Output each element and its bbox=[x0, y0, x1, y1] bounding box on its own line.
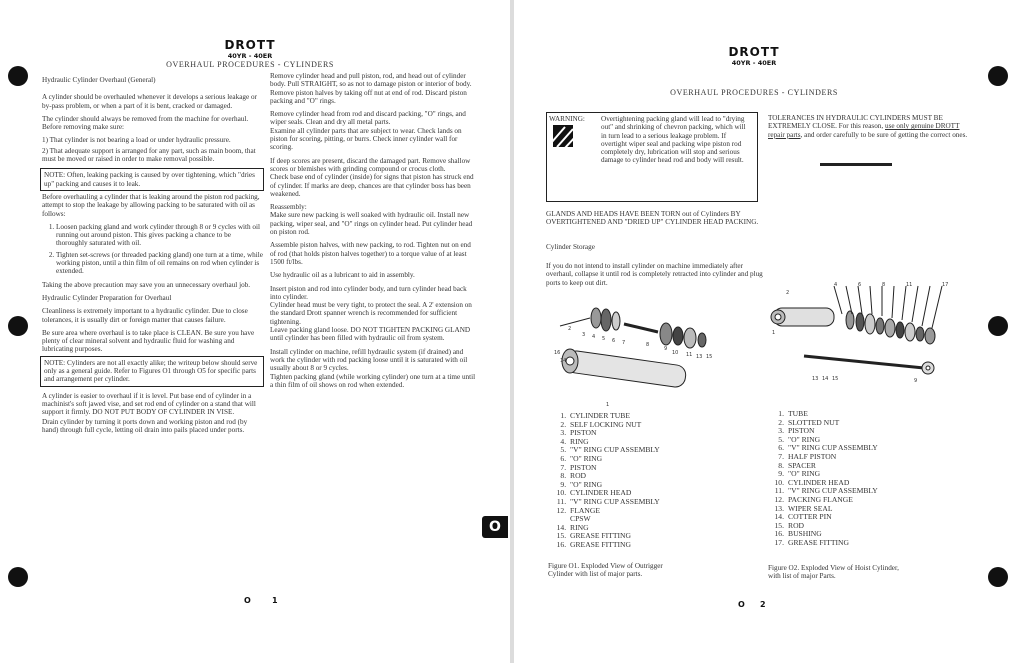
page-header bbox=[150, 38, 350, 69]
svg-text:9: 9 bbox=[914, 378, 918, 384]
item-number: 11. bbox=[774, 486, 784, 496]
list-item: 6. "O" RING bbox=[568, 455, 758, 464]
paragraph: Use hydraulic oil as a lubricant to aid in assembly. bbox=[270, 271, 415, 280]
item-label: HALF PISTON bbox=[788, 451, 837, 461]
outrigger-cylinder-diagram bbox=[546, 296, 726, 408]
list-item: 5. "V" RING CUP ASSEMBLY bbox=[568, 446, 758, 455]
section-title: OVERHAUL PROCEDURES - CYLINDERS bbox=[166, 60, 334, 69]
list-item: 2. SELF LOCKING NUT bbox=[568, 421, 758, 430]
paragraph: If deep scores are present, discard the damaged part. Remove shallow scores or blemishes with grinding compound or crocus cloth. bbox=[270, 156, 471, 173]
item-number: 8. bbox=[778, 460, 784, 470]
svg-text:10: 10 bbox=[672, 350, 679, 356]
page-header bbox=[654, 45, 854, 67]
svg-text:6: 6 bbox=[858, 282, 862, 288]
item-label: "O" RING bbox=[788, 469, 821, 479]
left-page bbox=[0, 0, 510, 663]
svg-text:17: 17 bbox=[942, 282, 949, 288]
svg-text:9: 9 bbox=[664, 346, 668, 352]
svg-text:6: 6 bbox=[612, 338, 616, 344]
tolerances-end: , and order carefully to be sure of getting the correct ones. bbox=[800, 130, 968, 139]
storage-text: If you do not intend to install cylinder on machine immediately after overhaul, collapse it until rod is completely retracted into cylinder and plug ports to keep out dirt. bbox=[546, 262, 763, 287]
brand-logo: DROTT bbox=[728, 45, 780, 59]
list-item: 2. Tighten set-screws (or threaded packing gland) one turn at a time, while working piston, until a thin film of oil remains on rod when cylinder is extended. bbox=[56, 251, 264, 276]
item-label: PACKING FLANGE bbox=[788, 494, 853, 504]
svg-text:15: 15 bbox=[832, 376, 839, 382]
paragraph: Drain cylinder by turning it ports down and working piston and rod (by hand) through full cycle, letting oil drain into pails placed under ports. bbox=[42, 417, 248, 434]
heading-overhaul-general: Hydraulic Cylinder Overhaul (General) bbox=[42, 76, 156, 84]
item-number: 13. bbox=[774, 503, 784, 513]
list-item: 14. RING bbox=[568, 524, 758, 533]
svg-text:13: 13 bbox=[696, 354, 703, 360]
paragraph: Tighten packing gland (while working cylinder) one turn at a time until a thin film of oil shows on rod when extended. bbox=[270, 372, 476, 389]
page-number: 1 bbox=[272, 596, 278, 605]
paragraph: A cylinder should be overhauled whenever it develops a serious leakage or by-pass problem, or when a part of it is bent, cracked or damaged. bbox=[42, 93, 257, 110]
paragraph: Check base end of cylinder (inside) for signs that piston has struck end of cylinder. If marks are deep, chances are that cylinder boss has been weakened. bbox=[270, 173, 474, 198]
item-label: SPACER bbox=[788, 460, 817, 470]
heading-preparation: Hydraulic Cylinder Preparation for Overhaul bbox=[42, 293, 172, 302]
paragraph: Remove piston halves by taking off nut at end of rod. Discard piston packing and "O" rings. bbox=[270, 88, 467, 105]
item-number: 3. bbox=[778, 426, 784, 436]
section-tab: O bbox=[482, 516, 508, 538]
section-title: OVERHAUL PROCEDURES - CYLINDERS bbox=[670, 88, 838, 97]
item-label: BUSHING bbox=[788, 529, 822, 539]
warning-text: Overtightening packing gland will lead to "drying out" and shrinking of chevron packing, which will in turn lead to a serious leakage problem. If overtight wiper seal and packing wipe piston rod completely dry, lubrication will stop and serious damage to cylinder head rod and body will result. bbox=[601, 115, 746, 165]
svg-text:5: 5 bbox=[602, 336, 606, 342]
hoist-parts-list bbox=[766, 410, 966, 548]
item-number: 6. bbox=[778, 443, 784, 453]
list-item: 15. GREASE FITTING bbox=[568, 532, 758, 541]
paragraph: Cylinder head must be very tight, to protect the seal. A 2' extension on the standard Drott spanner wrench is recommended for sufficient tightening. bbox=[270, 301, 472, 326]
paragraph: Make sure new packing is well soaked with hydraulic oil. Install new packing, wiper seal, and "O" rings on cylinder head. Put cylinder head on piston rod. bbox=[270, 211, 473, 237]
note-box: NOTE: Often, leaking packing is caused by over tightening, which "dries up" packing and causes it to leak. bbox=[40, 168, 264, 191]
warning-icon bbox=[553, 125, 573, 147]
item-number: 15. bbox=[774, 520, 784, 530]
item-label: ROD bbox=[788, 520, 805, 530]
divider-rule bbox=[820, 163, 892, 166]
left-column-2 bbox=[270, 72, 476, 394]
paragraph: A cylinder is easier to overhaul if it is level. Put base end of cylinder in a machinist's soft jawed vise, and set rod end of cylinder on a stand that will support it firmly. DO NOT PUT BODY OF CYLINDER IN VISE. bbox=[42, 391, 256, 417]
binder-hole-top bbox=[988, 66, 1008, 86]
svg-text:4: 4 bbox=[834, 282, 838, 288]
binder-hole-bottom bbox=[988, 567, 1008, 587]
item-label: PISTON bbox=[788, 426, 815, 436]
item-label: "O" RING bbox=[788, 434, 821, 444]
item-number: 17. bbox=[774, 537, 784, 547]
binder-hole-bottom bbox=[8, 567, 28, 587]
svg-text:2: 2 bbox=[568, 326, 572, 332]
page-number: 2 bbox=[760, 600, 766, 609]
item-label: TUBE bbox=[788, 409, 808, 418]
outrigger-parts-list bbox=[544, 412, 758, 550]
paragraph: Assemble piston halves, with new packing, to rod. Tighten nut on end of rod (that holds piston halves together) to a torque value of at least 1500 ft/lbs. bbox=[270, 241, 471, 266]
list-item: 7. PISTON bbox=[568, 464, 758, 473]
model-number: 40YR - 40ER bbox=[731, 59, 777, 67]
list-item: 11. "V" RING CUP ASSEMBLY bbox=[568, 498, 758, 507]
item-number: 9. bbox=[778, 469, 784, 479]
svg-text:11: 11 bbox=[686, 352, 693, 358]
tolerances-text: TOLERANCES IN HYDRAULIC CYLINDERS MUST BE EXTREMELY CLOSE. For this reason, bbox=[768, 114, 943, 131]
item-label: WIPER SEAL bbox=[788, 503, 833, 513]
svg-text:7: 7 bbox=[622, 340, 626, 346]
paragraph: Examine all cylinder parts that are subject to wear. Check lands on piston for scoring, pitting, or burrs. Check inner cylinder wall for scoring. bbox=[270, 126, 462, 152]
list-item: 1. CYLINDER TUBE bbox=[568, 412, 758, 421]
list-item: CPSW bbox=[570, 514, 591, 524]
list-item: 1. Loosen packing gland and work cylinder through 8 or 9 cycles with oil running out around piston. This gives packing a chance to be thoroughly saturated with oil. bbox=[56, 223, 264, 248]
list-item: 3. PISTON bbox=[568, 429, 758, 438]
item-number: 1. bbox=[778, 409, 784, 418]
paragraph: Be sure area where overhaul is to take place is CLEAN. Be sure you have plenty of clear mineral solvent and hydraulic fluid for washing and lubricating purposes. bbox=[42, 328, 255, 354]
paragraph: The cylinder should always be removed from the machine for overhaul. Before removing make sure: bbox=[42, 114, 249, 132]
svg-text:11: 11 bbox=[906, 282, 913, 288]
paragraph: Remove cylinder head and pull piston, rod, and head out of cylinder body. Pull STRAIGHT, so as not to damage piston or interior of body. bbox=[270, 72, 472, 89]
item-number: 12. bbox=[774, 494, 784, 504]
item-number: 2. bbox=[778, 417, 784, 427]
list-item: 9. "O" RING bbox=[568, 481, 758, 490]
figure-caption-o2: Figure O2. Exploded View of Hoist Cylinder, with list of major Parts. bbox=[768, 564, 899, 581]
condition-item: 1) That cylinder is not bearing a load or under hydraulic pressure. bbox=[42, 136, 231, 145]
right-page bbox=[514, 0, 1024, 663]
paragraph: Install cylinder on machine, refill hydraulic system (if drained) and work the cylinder with rod packing loose until it is saturated with oil usually about 8 or 9 cycles. bbox=[270, 347, 468, 373]
list-item: 12. FLANGE bbox=[568, 507, 758, 516]
note-box: NOTE: Cylinders are not all exactly alike; the writeup below should serve only as a general guide. Refer to Figures O1 through O5 for specific parts and arrangement per cylinder. bbox=[40, 356, 264, 387]
condition-item: 2) That adequate support is arranged for any part, such as main boom, that must be moved or raised in order to make removal possible. bbox=[42, 146, 256, 164]
svg-text:3: 3 bbox=[582, 332, 586, 338]
svg-text:1: 1 bbox=[606, 402, 610, 408]
paragraph: Cleanliness is extremely important to a hydraulic cylinder. Due to close tolerances, it is usually dirt or foreign matter that causes failure. bbox=[42, 307, 248, 324]
item-number: 5. bbox=[778, 434, 784, 444]
paragraph: Taking the above precaution may save you an unnecessary overhaul job. bbox=[42, 280, 251, 289]
paragraph: Insert piston and rod into cylinder body, and turn cylinder head back into cylinder. bbox=[270, 284, 467, 301]
svg-text:14: 14 bbox=[822, 376, 829, 382]
item-number: 10. bbox=[774, 477, 784, 487]
item-label: COTTER PIN bbox=[788, 512, 832, 522]
glands-warning: GLANDS AND HEADS HAVE BEEN TORN out of Cylinders BY OVERTIGHTENED AND "DRIED UP" CYLINDER HEAD PACKING. bbox=[546, 210, 759, 227]
heading-reassembly: Reassembly: bbox=[270, 203, 307, 212]
item-label: GREASE FITTING bbox=[788, 537, 849, 547]
page-letter: O bbox=[244, 596, 251, 605]
item-label: CYLINDER HEAD bbox=[788, 477, 850, 487]
binder-hole-top bbox=[8, 66, 28, 86]
list-item: 16. GREASE FITTING bbox=[568, 541, 758, 550]
item-label: "V" RING CUP ASSEMBLY bbox=[788, 486, 878, 496]
paragraph: Remove cylinder head from rod and discard packing, "O" rings, and wiper seals. Clean and dry all metal parts. bbox=[270, 110, 466, 127]
svg-text:1: 1 bbox=[772, 330, 776, 336]
svg-text:4: 4 bbox=[592, 334, 596, 340]
list-item bbox=[766, 539, 966, 548]
item-number: 16. bbox=[774, 529, 784, 539]
paragraph: Leave packing gland loose. DO NOT TIGHTEN PACKING GLAND until cylinder has been filled with hydraulic oil from system. bbox=[270, 326, 471, 343]
tolerances-note bbox=[768, 114, 973, 139]
svg-text:16: 16 bbox=[554, 350, 561, 356]
svg-text:15: 15 bbox=[706, 354, 713, 360]
binder-hole-middle bbox=[988, 316, 1008, 336]
warning-box bbox=[546, 112, 758, 202]
item-label: "V" RING CUP ASSEMBLY bbox=[788, 443, 878, 453]
item-label: SLOTTED NUT bbox=[788, 417, 840, 427]
binder-hole-middle bbox=[8, 316, 28, 336]
item-number: 14. bbox=[774, 512, 784, 522]
storage-heading: Cylinder Storage bbox=[546, 243, 595, 251]
model-number: 40YR - 40ER bbox=[227, 52, 273, 60]
svg-text:2: 2 bbox=[786, 290, 790, 296]
svg-text:8: 8 bbox=[646, 342, 650, 348]
svg-text:14: 14 bbox=[560, 358, 567, 364]
list-item: 10. CYLINDER HEAD bbox=[568, 489, 758, 498]
svg-text:13: 13 bbox=[812, 376, 819, 382]
paragraph: Before overhauling a cylinder that is leaking around the piston rod packing, attempt to stop the leakage by allowing packing to be saturated with oil as follows: bbox=[42, 192, 260, 218]
hoist-cylinder-diagram bbox=[764, 280, 970, 388]
item-number: 7. bbox=[778, 451, 784, 461]
svg-text:8: 8 bbox=[882, 282, 886, 288]
figure-caption-o1: Figure O1. Exploded View of Outrigger Cylinder with list of major parts. bbox=[548, 562, 663, 579]
page-letter: O bbox=[738, 600, 745, 609]
brand-logo: DROTT bbox=[224, 38, 276, 52]
tolerances-underlined: use only genuine DROTT repair parts bbox=[768, 122, 960, 139]
list-item: 4. RING bbox=[568, 438, 758, 447]
list-item: 8. ROD bbox=[568, 472, 758, 481]
left-column-1 bbox=[42, 76, 264, 439]
warning-label: WARNING: bbox=[549, 115, 585, 123]
